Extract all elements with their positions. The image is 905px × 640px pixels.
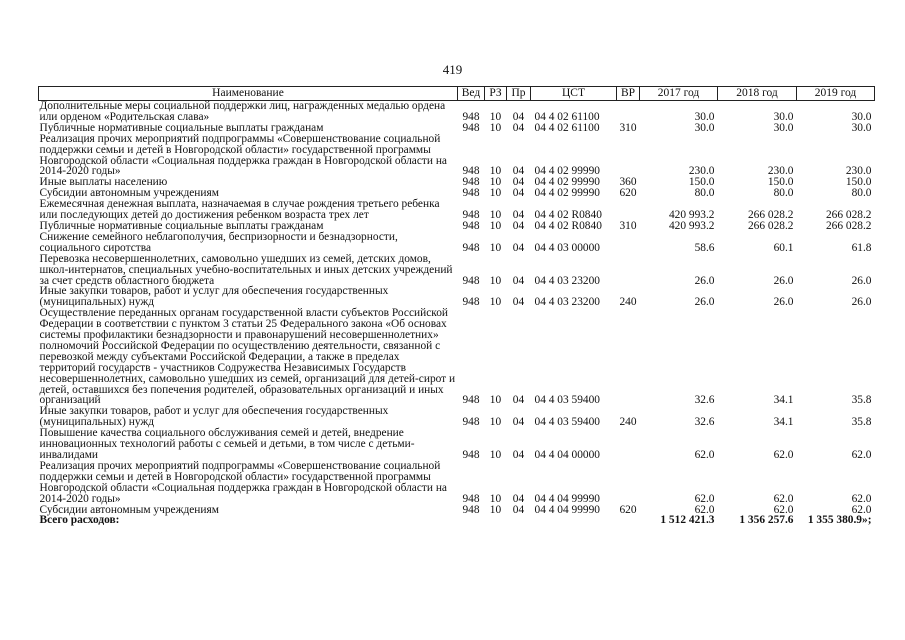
row-2018: 34.1	[773, 394, 794, 407]
row-vr	[617, 134, 640, 178]
row-cst: 04 4 03 59400	[534, 394, 600, 407]
row-pr: 04	[512, 187, 525, 200]
row-2019: 35.8	[851, 416, 872, 429]
row-2017: 32.6	[694, 416, 715, 429]
row-name: Ежемесячная денежная выплата, назначаемая в случае рождения третьего ребенка или последующих детей до достижения ребенком возраста трех лет	[39, 198, 440, 222]
row-vr	[617, 101, 640, 123]
row-2017: 62.0	[694, 492, 715, 505]
row-2017: 62.0	[694, 503, 715, 516]
row-2017: 26.0	[694, 274, 715, 287]
row-2019: 266 028.2	[825, 209, 872, 222]
row-pr: 04	[512, 274, 525, 287]
row-cst: 04 4 03 23200	[534, 296, 600, 309]
row-cst: 04 4 02 61100	[534, 110, 600, 123]
header-2017: 2017 год	[640, 87, 718, 101]
row-vr: 620	[619, 187, 637, 200]
row-name: Реализация прочих мероприятий подпрограммы «Совершенствование социальной поддержки семьи и детей в Новгородской области» государственной программы Новгородской области «Социальная поддержка граждан в Новгородской области на 2014-2020 годы»	[39, 459, 447, 505]
row-rz: 10	[489, 219, 502, 232]
expenditure-table	[38, 86, 875, 526]
row-ved: 948	[462, 274, 480, 287]
row-name: Иные закупки товаров, работ и услуг для обеспечения государственных (муниципальных) нужд	[39, 285, 389, 309]
row-name: Повышение качества социального обслуживания семей и детей, внедрение инновационных технологий работы с семьей и детьми, в том числе с детьми-инвалидами	[39, 427, 415, 461]
row-cst: 04 4 02 R0840	[534, 219, 602, 232]
table-header	[39, 87, 875, 101]
row-rz: 10	[489, 449, 502, 461]
row-2018: 26.0	[773, 274, 794, 287]
row-name: Субсидии автономным учреждениям	[39, 187, 219, 200]
row-2019: 80.0	[851, 187, 872, 200]
total-row	[39, 515, 875, 526]
row-2018: 62.0	[773, 449, 794, 461]
row-2017: 150.0	[688, 176, 715, 189]
row-2018: 60.1	[773, 241, 794, 254]
row-2017: 420 993.2	[668, 209, 715, 222]
row-vr	[617, 254, 640, 287]
row-vr: 240	[619, 296, 637, 309]
row-2019: 35.8	[851, 394, 872, 407]
row-2017: 230.0	[688, 165, 715, 178]
row-rz: 10	[489, 241, 502, 254]
row-name: Субсидии автономным учреждениям	[39, 503, 219, 516]
row-pr: 04	[512, 165, 525, 178]
row-cst: 04 4 03 59400	[534, 416, 600, 429]
row-rz: 10	[489, 492, 502, 505]
row-ved: 948	[462, 416, 480, 429]
row-cst: 04 4 04 99990	[534, 492, 600, 505]
row-2017: 26.0	[694, 296, 715, 309]
table-row	[39, 428, 875, 461]
row-pr: 04	[512, 296, 525, 309]
row-2019: 230.0	[845, 165, 872, 178]
row-vr: 360	[619, 176, 637, 189]
row-name: Публичные нормативные социальные выплаты гражданам	[39, 121, 324, 134]
row-2018: 230.0	[767, 165, 794, 178]
row-rz: 10	[489, 394, 502, 407]
row-ved: 948	[462, 449, 480, 461]
row-name: Снижение семейного неблагополучия, беспризорности и безнадзорности, социального сиротства	[39, 230, 398, 254]
row-pr: 04	[512, 394, 525, 407]
row-ved: 948	[462, 492, 480, 505]
row-vr: 620	[619, 503, 637, 516]
row-2018: 30.0	[773, 121, 794, 134]
row-pr: 04	[512, 110, 525, 123]
row-ved: 948	[462, 165, 480, 178]
row-ved: 948	[462, 503, 480, 516]
row-2017: 30.0	[694, 110, 715, 123]
total-2017: 1 512 421.3	[660, 514, 715, 527]
row-cst: 04 4 03 00000	[534, 241, 600, 254]
header-ved: Вед	[458, 87, 485, 101]
row-vr	[617, 199, 640, 221]
row-2018: 62.0	[773, 492, 794, 505]
row-2017: 80.0	[694, 187, 715, 200]
row-ved: 948	[462, 110, 480, 123]
row-vr	[617, 308, 640, 406]
row-rz: 10	[489, 176, 502, 189]
row-pr: 04	[512, 492, 525, 505]
row-pr: 04	[512, 416, 525, 429]
row-rz: 10	[489, 165, 502, 178]
row-name: Дополнительные меры социальной поддержки лиц, награжденных медалью ордена или орденом «Родительская слава»	[39, 100, 446, 123]
header-2018: 2018 год	[718, 87, 797, 101]
table-row	[39, 286, 875, 308]
row-vr	[617, 428, 640, 461]
row-vr: 310	[619, 219, 637, 232]
row-cst: 04 4 02 61100	[534, 121, 600, 134]
row-2018: 34.1	[773, 416, 794, 429]
row-2018: 62.0	[773, 503, 794, 516]
row-2017: 30.0	[694, 121, 715, 134]
header-rz: РЗ	[485, 87, 507, 101]
table-row	[39, 254, 875, 287]
row-vr	[617, 232, 640, 254]
row-name: Иные выплаты населению	[39, 176, 168, 189]
row-2018: 26.0	[773, 296, 794, 309]
row-name: Иные закупки товаров, работ и услуг для обеспечения государственных (муниципальных) нужд	[39, 405, 389, 429]
row-rz: 10	[489, 416, 502, 429]
row-2018: 266 028.2	[747, 219, 794, 232]
row-ved: 948	[462, 219, 480, 232]
row-cst: 04 4 02 99990	[534, 165, 600, 178]
row-vr	[617, 461, 640, 505]
row-pr: 04	[512, 241, 525, 254]
table-row	[39, 199, 875, 221]
header-cst: ЦСТ	[531, 87, 617, 101]
row-vr: 240	[619, 416, 637, 429]
row-name: Перевозка несовершеннолетних, самовольно ушедших из семей, детских домов, школ-интернатов, специальных учебно-воспитательных и иных детских учреждений за счет средств областного бюджета	[39, 252, 453, 287]
row-ved: 948	[462, 209, 480, 222]
header-2019: 2019 год	[797, 87, 875, 101]
row-ved: 948	[462, 241, 480, 254]
table-row	[39, 101, 875, 123]
row-name: Реализация прочих мероприятий подпрограммы «Совершенствование социальной поддержки семьи и детей в Новгородской области» государственной программы Новгородской области «Социальная поддержка граждан в Новгородской области на 2014-2020 годы»	[39, 132, 447, 178]
table-row	[39, 461, 875, 505]
row-cst: 04 4 02 99990	[534, 176, 600, 189]
header-vr: ВР	[617, 87, 640, 101]
header-name: Наименование	[39, 87, 458, 101]
row-vr: 310	[619, 121, 637, 134]
row-ved: 948	[462, 187, 480, 200]
row-2019: 30.0	[851, 121, 872, 134]
row-rz: 10	[489, 209, 502, 222]
row-name: Публичные нормативные социальные выплаты гражданам	[39, 219, 324, 232]
page-number: 419	[442, 62, 463, 77]
row-pr: 04	[512, 219, 525, 232]
row-rz: 10	[489, 121, 502, 134]
row-rz: 10	[489, 503, 502, 516]
row-rz: 10	[489, 187, 502, 200]
table-row	[39, 406, 875, 428]
row-2019: 26.0	[851, 296, 872, 309]
total-2018: 1 356 257.6	[739, 514, 794, 527]
row-2017: 58.6	[694, 241, 715, 254]
row-rz: 10	[489, 110, 502, 123]
table-row	[39, 308, 875, 406]
row-2019: 266 028.2	[825, 219, 872, 232]
row-pr: 04	[512, 503, 525, 516]
row-cst: 04 4 04 00000	[534, 449, 600, 461]
row-pr: 04	[512, 121, 525, 134]
table-row	[39, 232, 875, 254]
table-row	[39, 134, 875, 178]
row-2019: 62.0	[851, 503, 872, 516]
row-2017: 420 993.2	[668, 219, 715, 232]
total-label: Всего расходов:	[39, 514, 120, 527]
total-2019: 1 355 380.9»;	[807, 514, 872, 527]
row-pr: 04	[512, 176, 525, 189]
row-pr: 04	[512, 209, 525, 222]
row-name: Осуществление переданных органам государственной власти субъектов Российской Федерации в соответствии с пунктом 3 статьи 25 Федерального закона «Об основах системы профилактики безнадзорности и правонарушений несовершеннолетних» полномочий Российской Федерации по осуществлению деятельности, связанной с перевозкой между субъектами Российской Федерации, а также в пределах территорий государств - участников Содружества Независимых Государств несовершеннолетних, самовольно ушедших из семей, организаций для детей-сирот и детей, оставшихся без попечения родителей, образовательных организаций и иных организаций	[39, 307, 456, 407]
row-cst: 04 4 02 R0840	[534, 209, 602, 222]
row-cst: 04 4 04 99990	[534, 503, 600, 516]
row-ved: 948	[462, 296, 480, 309]
row-rz: 10	[489, 274, 502, 287]
row-2017: 62.0	[694, 449, 715, 461]
row-rz: 10	[489, 296, 502, 309]
row-ved: 948	[462, 176, 480, 189]
row-pr: 04	[512, 449, 525, 461]
row-ved: 948	[462, 121, 480, 134]
row-2018: 266 028.2	[747, 209, 794, 222]
row-2018: 150.0	[767, 176, 794, 189]
row-2019: 26.0	[851, 274, 872, 287]
row-2018: 80.0	[773, 187, 794, 200]
row-2019: 62.0	[851, 492, 872, 505]
row-2019: 62.0	[851, 449, 872, 461]
row-ved: 948	[462, 394, 480, 407]
row-2019: 30.0	[851, 110, 872, 123]
row-2019: 61.8	[851, 241, 872, 254]
row-2017: 32.6	[694, 394, 715, 407]
row-cst: 04 4 03 23200	[534, 274, 600, 287]
row-2018: 30.0	[773, 110, 794, 123]
row-2019: 150.0	[845, 176, 872, 189]
header-pr: Пр	[507, 87, 531, 101]
row-cst: 04 4 02 99990	[534, 187, 600, 200]
